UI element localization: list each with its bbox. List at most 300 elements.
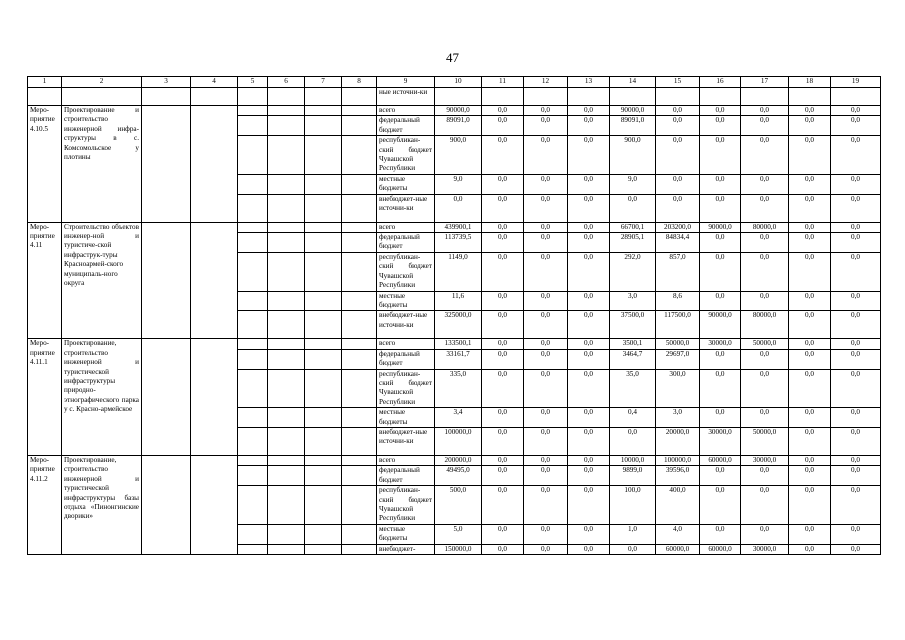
value-cell: 3,0: [656, 408, 700, 428]
value-cell: 335,0: [435, 369, 482, 408]
value-cell: 0,0: [524, 544, 568, 554]
value-cell: 0,0: [700, 194, 741, 222]
empty-cell: [268, 408, 305, 428]
empty-cell: [142, 455, 191, 554]
value-cell: 3,4: [435, 408, 482, 428]
header-cell: 6: [268, 77, 305, 88]
value-cell: 4,0: [656, 524, 700, 544]
empty-cell: [238, 349, 268, 369]
empty-cell: [305, 427, 342, 455]
source-cell: федеральный бюджет: [377, 233, 435, 253]
value-cell: 0,0: [700, 408, 741, 428]
empty-cell: [305, 524, 342, 544]
value-cell: 0,0: [831, 233, 881, 253]
source-cell: внебюджет-ные источни-ки: [377, 427, 435, 455]
value-cell: 0,0: [568, 524, 610, 544]
value-cell: 0,0: [789, 427, 831, 455]
value-cell: 0,0: [789, 106, 831, 116]
value-cell: 0,0: [482, 233, 524, 253]
empty-cell: [268, 174, 305, 194]
empty-cell: [238, 291, 268, 311]
empty-cell: [656, 88, 700, 106]
value-cell: 90000,0: [610, 106, 656, 116]
empty-cell: [191, 106, 238, 223]
empty-cell: [342, 88, 377, 106]
value-cell: 0,0: [482, 222, 524, 232]
value-cell: 150000,0: [435, 544, 482, 554]
value-cell: 0,0: [831, 486, 881, 525]
value-cell: 117500,0: [656, 311, 700, 339]
value-cell: 0,0: [656, 194, 700, 222]
value-cell: 3500,1: [610, 339, 656, 349]
empty-cell: [268, 252, 305, 291]
empty-cell: [238, 88, 268, 106]
activity-name: Проектирование и строительство инженерной инфра-структуры в с. Комсомольское у плотины: [62, 106, 142, 223]
value-cell: 49495,0: [435, 466, 482, 486]
empty-cell: [238, 222, 268, 232]
value-cell: 0,0: [831, 339, 881, 349]
table-row: [28, 222, 881, 232]
value-cell: 9,0: [610, 174, 656, 194]
value-cell: 0,0: [741, 486, 789, 525]
value-cell: 0,0: [568, 136, 610, 175]
empty-cell: [305, 455, 342, 465]
empty-cell: [238, 455, 268, 465]
value-cell: 0,0: [789, 194, 831, 222]
empty-cell: [268, 544, 305, 554]
empty-cell: [342, 486, 377, 525]
empty-cell: [342, 222, 377, 232]
empty-cell: [268, 106, 305, 116]
empty-cell: [305, 369, 342, 408]
source-cell: всего: [377, 455, 435, 465]
empty-cell: [482, 88, 524, 106]
value-cell: 30000,0: [741, 455, 789, 465]
value-cell: 0,0: [610, 427, 656, 455]
source-cell: республикан-ский бюджет Чувашской Республики: [377, 136, 435, 175]
value-cell: 9,0: [435, 174, 482, 194]
value-cell: 0,0: [482, 291, 524, 311]
value-cell: 900,0: [610, 136, 656, 175]
value-cell: 0,0: [741, 466, 789, 486]
budget-table: [27, 76, 881, 555]
value-cell: 0,0: [568, 291, 610, 311]
empty-cell: [342, 455, 377, 465]
table-row: [28, 106, 881, 116]
source-cell: республикан-ский бюджет Чувашской Республики: [377, 369, 435, 408]
value-cell: 89091,0: [610, 116, 656, 136]
value-cell: 8,6: [656, 291, 700, 311]
empty-cell: [342, 252, 377, 291]
empty-cell: [268, 291, 305, 311]
empty-cell: [238, 116, 268, 136]
empty-cell: [741, 88, 789, 106]
value-cell: 0,0: [524, 222, 568, 232]
empty-cell: [142, 88, 191, 106]
empty-cell: [831, 88, 881, 106]
empty-cell: [238, 106, 268, 116]
empty-cell: [305, 88, 342, 106]
value-cell: 0,0: [831, 106, 881, 116]
header-cell: 17: [741, 77, 789, 88]
value-cell: 0,0: [568, 311, 610, 339]
value-cell: 0,0: [482, 252, 524, 291]
value-cell: 100000,0: [656, 455, 700, 465]
value-cell: 0,0: [741, 116, 789, 136]
value-cell: 0,0: [568, 455, 610, 465]
value-cell: 3,0: [610, 291, 656, 311]
value-cell: 0,0: [656, 136, 700, 175]
empty-cell: [238, 233, 268, 253]
empty-cell: [435, 88, 482, 106]
value-cell: 39596,0: [656, 466, 700, 486]
value-cell: 0,0: [482, 455, 524, 465]
value-cell: 0,0: [700, 233, 741, 253]
value-cell: 0,0: [700, 252, 741, 291]
empty-cell: [342, 349, 377, 369]
page-number: 47: [446, 50, 459, 65]
value-cell: 200000,0: [435, 455, 482, 465]
value-cell: 0,0: [482, 116, 524, 136]
value-cell: 0,0: [568, 222, 610, 232]
value-cell: 0,0: [831, 524, 881, 544]
header-cell: 1: [28, 77, 62, 88]
empty-cell: [268, 194, 305, 222]
empty-cell: [191, 339, 238, 456]
value-cell: 900,0: [435, 136, 482, 175]
source-cell: всего: [377, 222, 435, 232]
value-cell: 0,0: [789, 369, 831, 408]
value-cell: 0,0: [610, 544, 656, 554]
value-cell: 0,0: [610, 194, 656, 222]
empty-cell: [342, 524, 377, 544]
header-cell: 9: [377, 77, 435, 88]
empty-cell: [568, 88, 610, 106]
table-row: [28, 88, 881, 106]
value-cell: 0,0: [656, 116, 700, 136]
source-cell: федеральный бюджет: [377, 116, 435, 136]
value-cell: 0,0: [524, 369, 568, 408]
value-cell: 84834,4: [656, 233, 700, 253]
empty-cell: [142, 222, 191, 339]
value-cell: 0,0: [700, 369, 741, 408]
header-cell: 7: [305, 77, 342, 88]
value-cell: 857,0: [656, 252, 700, 291]
value-cell: 0,0: [524, 106, 568, 116]
value-cell: 0,0: [831, 222, 881, 232]
value-cell: 0,0: [741, 252, 789, 291]
empty-cell: [268, 233, 305, 253]
value-cell: 0,0: [741, 408, 789, 428]
value-cell: 60000,0: [700, 544, 741, 554]
source-cell: всего: [377, 106, 435, 116]
empty-cell: [305, 174, 342, 194]
empty-cell: [342, 106, 377, 116]
value-cell: 0,0: [831, 311, 881, 339]
value-cell: 0,0: [831, 252, 881, 291]
empty-cell: [342, 339, 377, 349]
empty-cell: [238, 252, 268, 291]
empty-cell: [342, 116, 377, 136]
value-cell: 30000,0: [700, 427, 741, 455]
value-cell: 0,0: [831, 544, 881, 554]
activity-id: Меро-приятие 4.10.5: [28, 106, 62, 223]
empty-cell: [62, 88, 142, 106]
empty-cell: [238, 194, 268, 222]
empty-cell: [342, 311, 377, 339]
value-cell: 28905,1: [610, 233, 656, 253]
empty-cell: [238, 544, 268, 554]
empty-cell: [305, 544, 342, 554]
value-cell: 20000,0: [656, 427, 700, 455]
empty-cell: [28, 88, 62, 106]
value-cell: 400,0: [656, 486, 700, 525]
value-cell: 0,0: [482, 524, 524, 544]
empty-cell: [305, 339, 342, 349]
value-cell: 0,0: [482, 427, 524, 455]
value-cell: 0,0: [741, 524, 789, 544]
value-cell: 325000,0: [435, 311, 482, 339]
value-cell: 0,0: [789, 466, 831, 486]
empty-cell: [305, 116, 342, 136]
activity-id: Меро-приятие 4.11: [28, 222, 62, 339]
value-cell: 133500,1: [435, 339, 482, 349]
empty-cell: [305, 106, 342, 116]
value-cell: 0,0: [524, 116, 568, 136]
value-cell: 292,0: [610, 252, 656, 291]
value-cell: 60000,0: [656, 544, 700, 554]
value-cell: 0,0: [524, 427, 568, 455]
empty-cell: [342, 233, 377, 253]
value-cell: 0,0: [789, 116, 831, 136]
value-cell: 0,0: [831, 349, 881, 369]
value-cell: 0,0: [482, 339, 524, 349]
source-cell: местные бюджеты: [377, 174, 435, 194]
empty-cell: [191, 222, 238, 339]
empty-cell: [342, 194, 377, 222]
empty-cell: [268, 455, 305, 465]
value-cell: 0,0: [568, 408, 610, 428]
empty-cell: [305, 311, 342, 339]
value-cell: 0,0: [568, 466, 610, 486]
value-cell: 9899,0: [610, 466, 656, 486]
value-cell: 0,0: [789, 455, 831, 465]
value-cell: 0,0: [789, 174, 831, 194]
value-cell: 90000,0: [435, 106, 482, 116]
value-cell: 0,0: [524, 174, 568, 194]
empty-cell: [238, 369, 268, 408]
value-cell: 0,0: [656, 174, 700, 194]
value-cell: 90000,0: [700, 311, 741, 339]
value-cell: 60000,0: [700, 455, 741, 465]
value-cell: 0,0: [700, 524, 741, 544]
empty-cell: [305, 233, 342, 253]
empty-cell: [305, 466, 342, 486]
activity-name: Строительство объектов инженер-ной и туристиче-ской инфраструк-туры Красноармей-ского муниципаль-ного округа: [62, 222, 142, 339]
value-cell: 0,0: [789, 136, 831, 175]
value-cell: 100,0: [610, 486, 656, 525]
header-cell: 11: [482, 77, 524, 88]
value-cell: 0,0: [789, 524, 831, 544]
table-body: [28, 77, 881, 555]
header-cell: 15: [656, 77, 700, 88]
value-cell: 66700,1: [610, 222, 656, 232]
empty-cell: [191, 88, 238, 106]
empty-cell: [342, 136, 377, 175]
value-cell: 0,0: [789, 339, 831, 349]
header-cell: 5: [238, 77, 268, 88]
value-cell: 50000,0: [656, 339, 700, 349]
value-cell: 0,0: [482, 174, 524, 194]
value-cell: 0,0: [568, 427, 610, 455]
value-cell: 0,0: [568, 339, 610, 349]
empty-cell: [238, 524, 268, 544]
value-cell: 0,0: [482, 369, 524, 408]
value-cell: 0,0: [831, 194, 881, 222]
empty-cell: [789, 88, 831, 106]
value-cell: 1149,0: [435, 252, 482, 291]
empty-cell: [305, 222, 342, 232]
value-cell: 0,0: [700, 466, 741, 486]
empty-cell: [268, 369, 305, 408]
value-cell: 29697,0: [656, 349, 700, 369]
value-cell: 0,0: [741, 194, 789, 222]
value-cell: 0,0: [568, 233, 610, 253]
value-cell: 0,0: [568, 194, 610, 222]
empty-cell: [268, 524, 305, 544]
value-cell: 0,0: [741, 174, 789, 194]
header-row: [28, 77, 881, 88]
empty-cell: [238, 466, 268, 486]
source-cell: федеральный бюджет: [377, 349, 435, 369]
value-cell: 0,0: [482, 408, 524, 428]
header-cell: 14: [610, 77, 656, 88]
value-cell: 0,0: [831, 136, 881, 175]
value-cell: 0,0: [741, 291, 789, 311]
value-cell: 0,0: [741, 233, 789, 253]
value-cell: 0,0: [524, 252, 568, 291]
value-cell: 0,0: [789, 233, 831, 253]
empty-cell: [191, 455, 238, 554]
value-cell: 0,0: [831, 174, 881, 194]
empty-cell: [268, 339, 305, 349]
value-cell: 0,4: [610, 408, 656, 428]
value-cell: 0,0: [524, 455, 568, 465]
empty-cell: [305, 486, 342, 525]
value-cell: 0,0: [568, 252, 610, 291]
value-cell: 0,0: [831, 369, 881, 408]
value-cell: 1,0: [610, 524, 656, 544]
empty-cell: [268, 88, 305, 106]
empty-cell: [342, 427, 377, 455]
value-cell: 203200,0: [656, 222, 700, 232]
value-cell: 0,0: [741, 369, 789, 408]
empty-cell: [342, 466, 377, 486]
empty-cell: [142, 339, 191, 456]
header-cell: 4: [191, 77, 238, 88]
value-cell: 0,0: [482, 486, 524, 525]
value-cell: 0,0: [700, 174, 741, 194]
empty-cell: [238, 339, 268, 349]
source-cell: ные источни-ки: [377, 88, 435, 106]
table-row: [28, 455, 881, 465]
value-cell: 50000,0: [741, 339, 789, 349]
value-cell: 0,0: [482, 466, 524, 486]
source-cell: всего: [377, 339, 435, 349]
empty-cell: [238, 486, 268, 525]
value-cell: 0,0: [789, 291, 831, 311]
value-cell: 35,0: [610, 369, 656, 408]
value-cell: 0,0: [700, 136, 741, 175]
value-cell: 37500,0: [610, 311, 656, 339]
empty-cell: [305, 136, 342, 175]
value-cell: 0,0: [700, 291, 741, 311]
value-cell: 0,0: [789, 252, 831, 291]
value-cell: 0,0: [789, 222, 831, 232]
activity-id: Меро-приятие 4.11.2: [28, 455, 62, 554]
value-cell: 0,0: [482, 194, 524, 222]
header-cell: 2: [62, 77, 142, 88]
value-cell: 0,0: [524, 311, 568, 339]
empty-cell: [305, 408, 342, 428]
source-cell: республикан-ский бюджет Чувашской Республики: [377, 486, 435, 525]
value-cell: 0,0: [831, 427, 881, 455]
header-cell: 13: [568, 77, 610, 88]
source-cell: местные бюджеты: [377, 524, 435, 544]
value-cell: 100000,0: [435, 427, 482, 455]
empty-cell: [305, 194, 342, 222]
value-cell: 300,0: [656, 369, 700, 408]
empty-cell: [305, 349, 342, 369]
value-cell: 0,0: [524, 486, 568, 525]
value-cell: 0,0: [700, 486, 741, 525]
source-cell: внебюджет-ные источни-ки: [377, 311, 435, 339]
source-cell: внебюджет-: [377, 544, 435, 554]
value-cell: 439900,1: [435, 222, 482, 232]
value-cell: 50000,0: [741, 427, 789, 455]
empty-cell: [268, 427, 305, 455]
value-cell: 0,0: [568, 349, 610, 369]
value-cell: 0,0: [700, 116, 741, 136]
value-cell: 30000,0: [741, 544, 789, 554]
value-cell: 0,0: [741, 136, 789, 175]
empty-cell: [305, 252, 342, 291]
value-cell: 0,0: [831, 291, 881, 311]
empty-cell: [610, 88, 656, 106]
value-cell: 0,0: [524, 408, 568, 428]
value-cell: 3464,7: [610, 349, 656, 369]
value-cell: 0,0: [482, 136, 524, 175]
value-cell: 0,0: [524, 233, 568, 253]
header-cell: 3: [142, 77, 191, 88]
value-cell: 0,0: [789, 486, 831, 525]
empty-cell: [268, 349, 305, 369]
activity-name: Проектирование, строительство инженерной и туристической инфраструктуры природно-этнографического парка у с. Красно-армейское: [62, 339, 142, 456]
source-cell: внебюджет-ные источни-ки: [377, 194, 435, 222]
value-cell: 0,0: [568, 116, 610, 136]
value-cell: 0,0: [568, 544, 610, 554]
value-cell: 0,0: [435, 194, 482, 222]
empty-cell: [268, 486, 305, 525]
value-cell: 0,0: [482, 106, 524, 116]
value-cell: 500,0: [435, 486, 482, 525]
empty-cell: [268, 311, 305, 339]
source-cell: республикан-ский бюджет Чувашской Республики: [377, 252, 435, 291]
value-cell: 0,0: [700, 349, 741, 369]
value-cell: 0,0: [831, 408, 881, 428]
empty-cell: [142, 106, 191, 223]
empty-cell: [305, 291, 342, 311]
